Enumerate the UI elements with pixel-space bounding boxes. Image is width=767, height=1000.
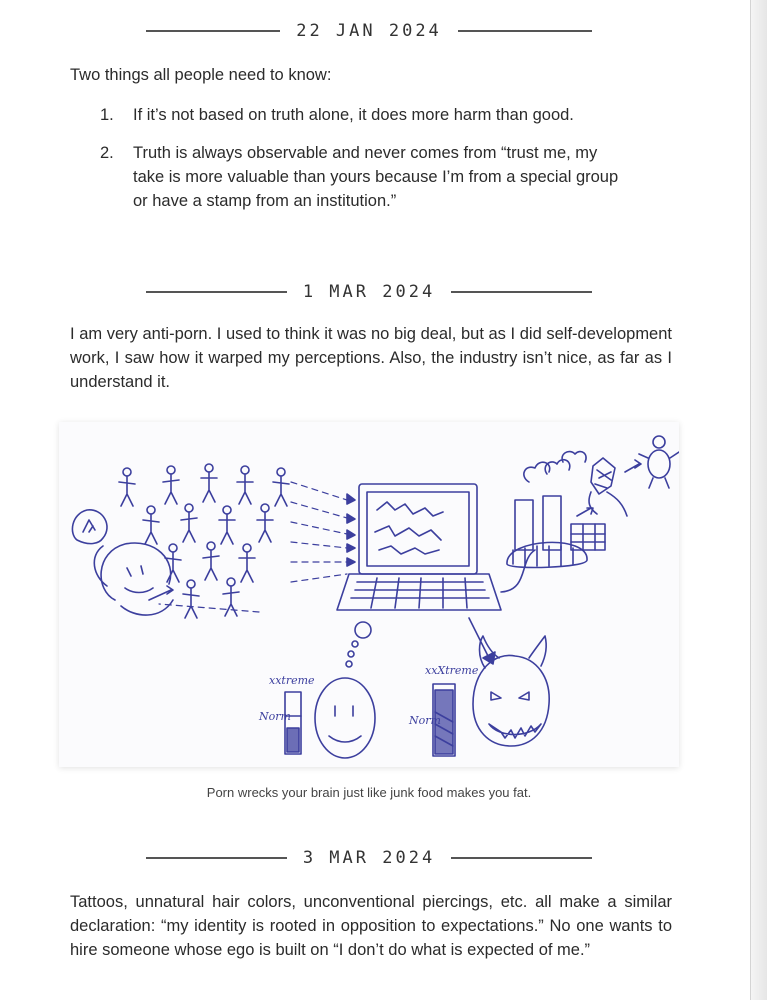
list-item: [100, 103, 620, 127]
date-divider-2: [146, 281, 592, 303]
hand-drawn-sketch: [59, 422, 679, 767]
divider-rule-right: [451, 291, 592, 293]
list-number: 1.: [100, 106, 114, 124]
entry-date: 3 MAR 2024: [302, 848, 436, 868]
factory-sketch: [507, 452, 605, 568]
divider-rule-left: [146, 30, 280, 32]
ray-arrowheads: [347, 494, 355, 566]
list-number: 2.: [100, 144, 114, 162]
divider-rule-right: [451, 857, 592, 859]
thought-bubbles: [346, 622, 371, 667]
divider-rule-left: [146, 857, 287, 859]
date-divider-1: [146, 20, 592, 42]
person-head-sketch: [72, 510, 173, 615]
laptop-sketch: [337, 484, 501, 610]
devil-face-sketch: [473, 636, 549, 746]
divider-rule-right: [458, 30, 592, 32]
smiley-face-sketch: [315, 678, 375, 758]
divider-rule-left: [146, 291, 287, 293]
label-left-top: xxtreme: [269, 674, 315, 687]
label-left-bottom: Norm: [259, 710, 291, 723]
stick-figure-crowd: [119, 464, 289, 618]
numbered-list: [100, 103, 620, 213]
entry-date: 1 MAR 2024: [302, 282, 436, 302]
cable: [501, 550, 535, 592]
list-item: [100, 141, 620, 213]
entry-intro: Two things all people need to know:: [70, 66, 332, 84]
entry-body: Tattoos, unnatural hair colors, unconventional piercings, etc. all make a similar declaration: “my identity is rooted in opposition to expectations.” No one wants to hire someone whose ego is built on “I don’t do what is expected of me.”: [70, 893, 672, 959]
food-and-figure-sketch: [589, 436, 679, 516]
figure-caption: Porn wrecks your brain just like junk food makes you fat.: [206, 785, 532, 800]
entry-date: 22 JAN 2024: [296, 21, 442, 41]
dashed-rays: [159, 482, 347, 612]
label-right-bottom: Norm: [409, 714, 441, 727]
label-right-top: xxXtreme: [425, 664, 479, 677]
entry-body: I am very anti-porn. I used to think it was no big deal, but as I did self-development work, I saw how it warped my perceptions. Also, the industry isn’t nice, as far as I understand it.: [70, 325, 672, 391]
list-text: If it’s not based on truth alone, it does more harm than good.: [133, 106, 574, 124]
list-text: Truth is always observable and never comes from “trust me, my take is more valuable than yours because I’m from a special group or have a stamp from an institution.”: [133, 144, 619, 210]
page-edge: [750, 0, 767, 1000]
date-divider-3: [146, 847, 592, 869]
left-meter: [285, 692, 301, 754]
sketch-illustration: [59, 422, 679, 767]
